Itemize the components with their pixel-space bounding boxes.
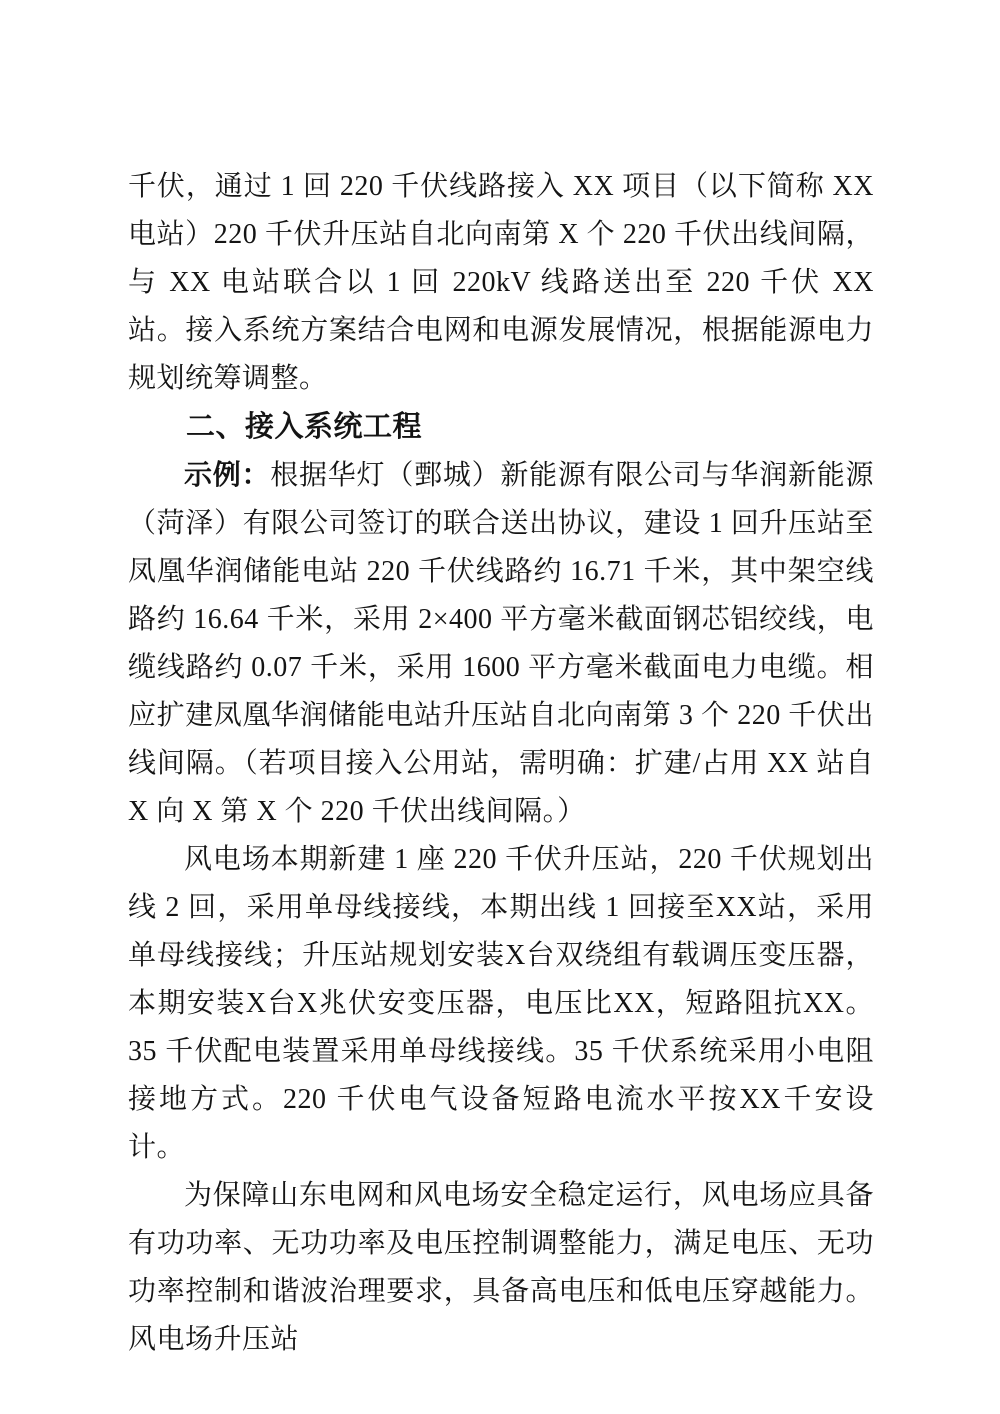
section-heading-access-system-project: 二、接入系统工程 — [186, 411, 423, 443]
example-label: 示例： — [184, 459, 271, 490]
paragraph-grid-stability: 为保障山东电网和风电场安全稳定运行，风电场应具备有功功率、无功功率及电压控制调整能力，满足电压、无功功率控制和谐波治理要求，具备高电压和低电压穿越能力。风电场升压站 — [128, 1180, 874, 1355]
paragraph-example — [128, 451, 874, 836]
paragraph-intro-continuation: 千伏，通过 1 回 220 千伏线路接入 XX 项目（以下简称 XX 电站）220 千伏升压站自北向南第 X 个 220 千伏出线间隔，与 XX 电站联合以 1 回 220kV 线路送出至 220 千伏 XX 站。接入系统方案结合电网和电源发展情况，根据能源电力规划统筹调整。 — [128, 171, 874, 394]
paragraph-windfarm-substation: 风电场本期新建 1 座 220 千伏升压站，220 千伏规划出线 2 回，采用单母线接线，本期出线 1 回接至XX站，采用单母线接线；升压站规划安装X台双绕组有载调压变压器，本期安装X台X兆伏安变压器，电压比XX，短路阻抗XX。35 千伏配电装置采用单母线接线。35 千伏系统采用小电阻接地方式。220 千伏电气设备短路电流水平按XX千安设计。 — [128, 844, 874, 1163]
paragraph-example-text: 根据华灯（鄄城）新能源有限公司与华润新能源（菏泽）有限公司签订的联合送出协议，建设 1 回升压站至凤凰华润储能电站 220 千伏线路约 16.71 千米，其中架空线路约 16.64 千米，采用 2×400 平方毫米截面钢芯铝绞线，电缆线路约 0.07 千米，采用 1600 平方毫米截面电力电缆。相应扩建凤凰华润储能电站升压站自北向南第 3 个 220 千伏出线间隔。（若项目接入公用站，需明确：扩建/占用 XX 站自 X 向 X 第 X 个 220 千伏出线间隔。） — [128, 460, 874, 827]
document-content — [128, 163, 874, 1364]
